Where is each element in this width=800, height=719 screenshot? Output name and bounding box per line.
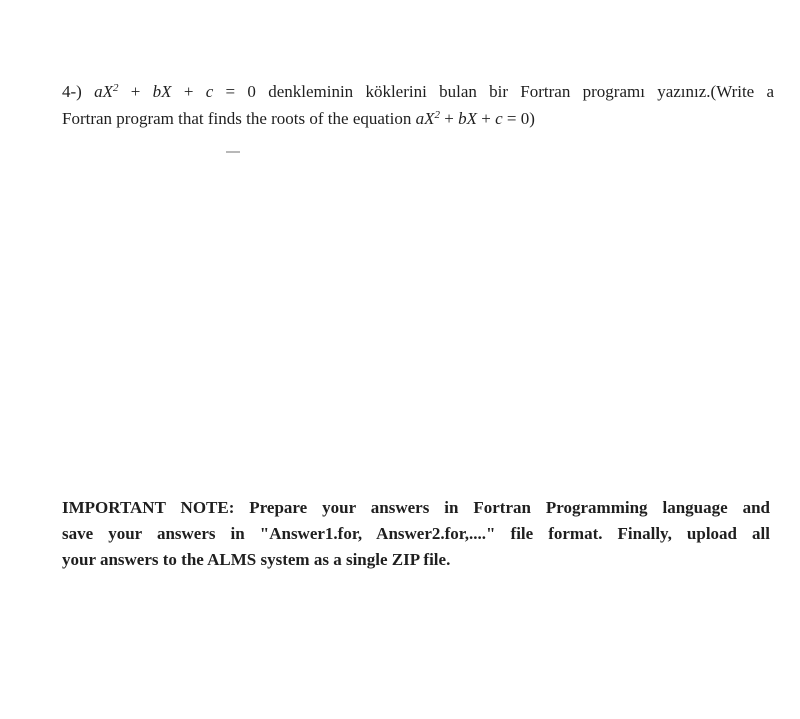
equation-turkish: $aX^2$ + bX + c = 0 xyxy=(94,82,256,101)
question-number: 4-) xyxy=(62,82,82,101)
question-block xyxy=(62,78,774,132)
stray-dash-mark xyxy=(226,151,240,153)
note-line-3: your answers to the ALMS system as a single ZIP file. xyxy=(62,550,451,569)
important-note xyxy=(62,495,770,573)
question-line-1 xyxy=(62,78,774,105)
question-text-line-2: Fortran program that finds the roots of the equation xyxy=(62,109,412,128)
question-close-paren: ) xyxy=(529,109,535,128)
question-line-2 xyxy=(62,105,774,132)
note-line-1: IMPORTANT NOTE: Prepare your answers in Fortran Programming language and xyxy=(62,498,770,517)
equation-english: $aX^2$ + bX + c = 0 xyxy=(415,109,530,128)
note-line-2: save your answers in "Answer1.for, Answer2.for,...." file format. Finally, upload all xyxy=(62,524,770,543)
question-text-line-1: denkleminin köklerini bulan bir Fortran programı yazınız.(Write a xyxy=(268,82,775,101)
